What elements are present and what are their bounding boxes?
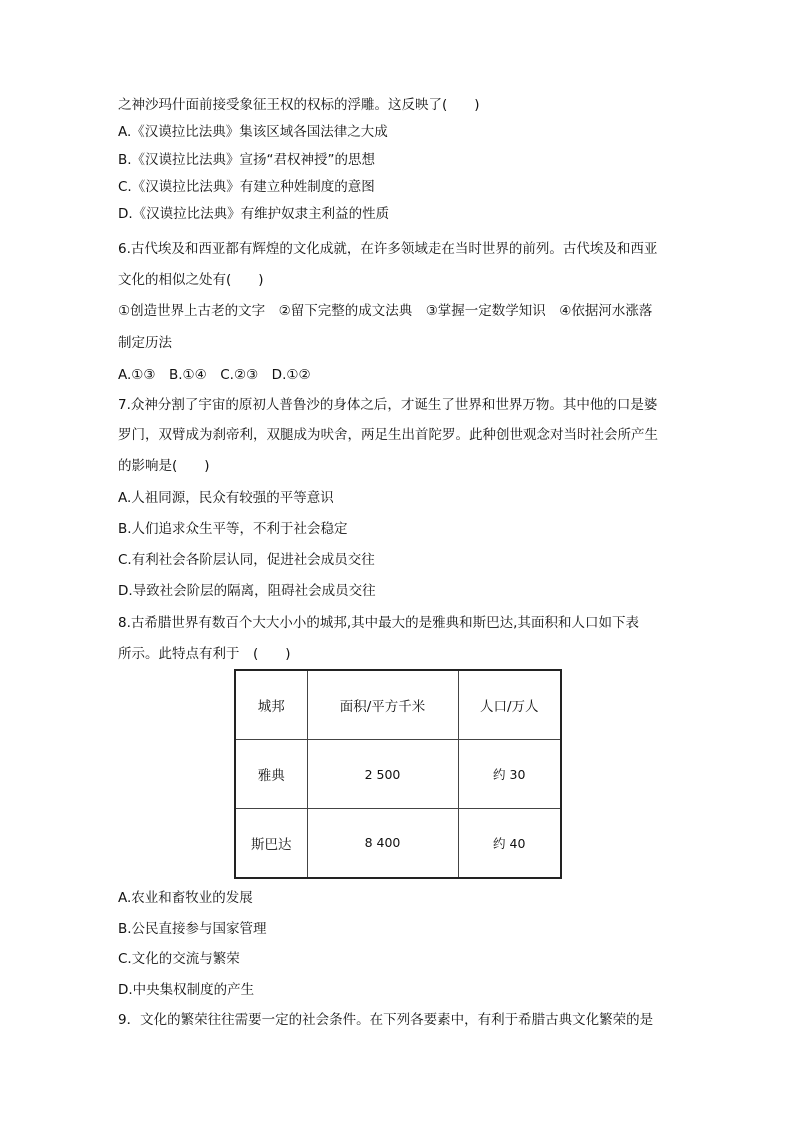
q7-stem-line2: 罗门，双臂成为刹帝利，双腿成为吠舍，两足生出首陀罗。此种创世观念对当时社会所产生 bbox=[118, 427, 658, 443]
table-cell-city: 雅典 bbox=[235, 740, 307, 808]
q5-option-b: B.《汉谟拉比法典》宣扬“君权神授”的思想 bbox=[118, 152, 376, 168]
q7-stem-line1: 7.众神分割了宇宙的原初人普鲁沙的身体之后，才诞生了世界和世界万物。其中他的口是婆 bbox=[118, 397, 658, 413]
q6-stem-line2: 文化的相似之处有( ) bbox=[118, 272, 264, 288]
q6-stem-line1: 6.古代埃及和西亚都有辉煌的文化成就，在许多领域走在当时世界的前列。古代埃及和西亚 bbox=[118, 241, 658, 257]
q5-option-d: D.《汉谟拉比法典》有维护奴隶主利益的性质 bbox=[118, 206, 390, 222]
table-cell-city: 斯巴达 bbox=[235, 808, 307, 878]
table-header-cell: 面积/平方千米 bbox=[307, 670, 458, 740]
q7-option-d: D.导致社会阶层的隔离，阻碍社会成员交往 bbox=[118, 583, 376, 599]
q8-option-b: B.公民直接参与国家管理 bbox=[118, 921, 267, 937]
table-cell-area: 8 400 bbox=[307, 808, 458, 878]
table-cell-area: 2 500 bbox=[307, 740, 458, 808]
q8-option-d: D.中央集权制度的产生 bbox=[118, 982, 255, 998]
q6-items-line1: ①创造世界上古老的文字 ②留下完整的成文法典 ③掌握一定数学知识 ④依据河水涨落 bbox=[118, 303, 653, 319]
q7-option-c: C.有利社会各阶层认同，促进社会成员交往 bbox=[118, 552, 375, 568]
city-state-table bbox=[234, 669, 562, 879]
q6-options: A.①③ B.①④ C.②③ D.①② bbox=[118, 367, 311, 383]
q8-stem-line2: 所示。此特点有利于 ( ) bbox=[118, 646, 291, 662]
q7-option-a: A.人祖同源，民众有较强的平等意识 bbox=[118, 490, 334, 506]
table-row bbox=[235, 808, 561, 878]
table-cell-population: 约 30 bbox=[458, 740, 561, 808]
q5-option-c: C.《汉谟拉比法典》有建立种姓制度的意图 bbox=[118, 179, 375, 195]
q8-stem-line1: 8.古希腊世界有数百个大大小小的城邦,其中最大的是雅典和斯巴达,其面积和人口如下表 bbox=[118, 615, 639, 631]
table-cell-population: 约 40 bbox=[458, 808, 561, 878]
q8-option-c: C.文化的交流与繁荣 bbox=[118, 951, 240, 967]
table-header-cell: 人口/万人 bbox=[458, 670, 561, 740]
q5-stem: 之神沙玛什面前接受象征王权的权标的浮雕。这反映了( ) bbox=[118, 97, 480, 113]
table-header-row bbox=[235, 670, 561, 740]
table-row bbox=[235, 740, 561, 808]
q7-option-b: B.人们追求众生平等，不利于社会稳定 bbox=[118, 521, 348, 537]
q7-stem-line3: 的影响是( ) bbox=[118, 458, 210, 474]
q6-items-line2: 制定历法 bbox=[118, 335, 172, 351]
q9-stem-line1: 9．文化的繁荣往往需要一定的社会条件。在下列各要素中，有利于希腊古典文化繁荣的是 bbox=[118, 1012, 654, 1028]
table-header-cell: 城邦 bbox=[235, 670, 307, 740]
q8-option-a: A.农业和畜牧业的发展 bbox=[118, 890, 253, 906]
q5-option-a: A.《汉谟拉比法典》集该区域各国法律之大成 bbox=[118, 124, 388, 140]
